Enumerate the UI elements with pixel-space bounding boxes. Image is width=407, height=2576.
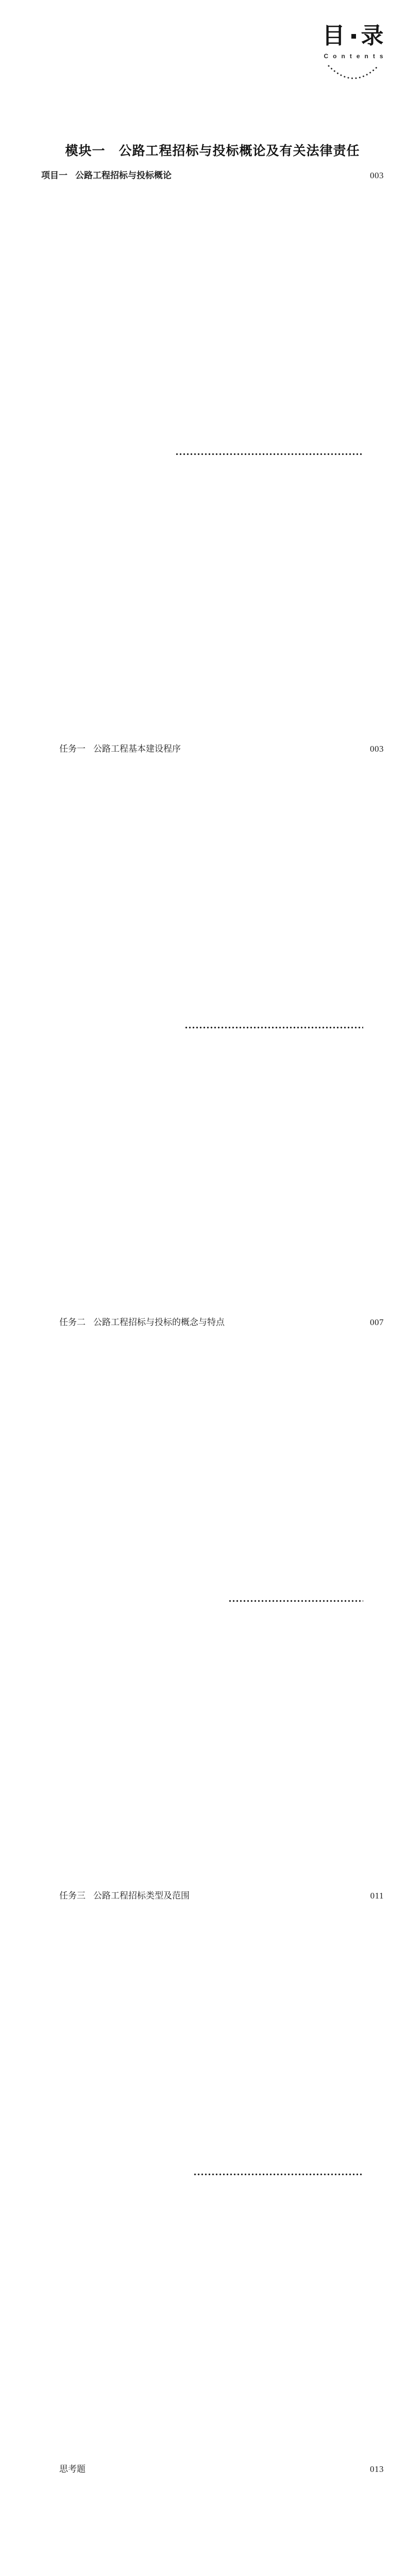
title-separator-square-icon [351, 34, 356, 39]
dotted-leader [228, 1600, 363, 1602]
toc-header [317, 25, 389, 87]
entry-label: 任务三 [59, 1888, 86, 1904]
toc-entry [41, 1314, 384, 1888]
toc-entry [41, 167, 384, 741]
entry-page-number: 007 [366, 1314, 384, 1888]
page-title [317, 25, 389, 47]
entry-label: 任务一 [59, 741, 86, 757]
module-title: 模块一 公路工程招标与投标概论及有关法律责任 [41, 143, 384, 160]
entry-title: 公路工程招标类型及范围 [93, 1888, 190, 1904]
toc-entry [41, 2461, 384, 2576]
toc-entry [41, 1888, 384, 2461]
entry-page-number: 013 [366, 2461, 384, 2576]
dotted-leader [175, 453, 363, 455]
dotted-leader [184, 1026, 363, 1029]
module-list [41, 143, 384, 2576]
entry-title: 公路工程招标与投标概论 [75, 167, 172, 184]
dotted-arc-icon [326, 63, 381, 87]
entry-page-number: 003 [366, 741, 384, 1314]
entry-page-number: 011 [366, 1888, 384, 2461]
module-section [41, 143, 384, 2576]
entry-title: 思考题 [59, 2461, 86, 2478]
entry-title: 公路工程基本建设程序 [93, 741, 181, 757]
page-title-right: 录 [361, 25, 385, 47]
entry-title: 公路工程招标与投标的概念与特点 [93, 1314, 225, 1331]
entry-label: 任务二 [59, 1314, 86, 1331]
dotted-arc-wrap [317, 63, 389, 87]
dotted-leader [193, 2173, 363, 2176]
page-subtitle: Contents [317, 53, 389, 60]
toc-page [0, 0, 407, 573]
toc-entry [41, 741, 384, 1314]
toc-body [41, 143, 384, 2576]
page-title-left: 目 [323, 25, 346, 47]
module-entries [41, 167, 384, 2576]
entry-label: 项目一 [41, 167, 67, 184]
entry-page-number: 003 [366, 167, 384, 741]
